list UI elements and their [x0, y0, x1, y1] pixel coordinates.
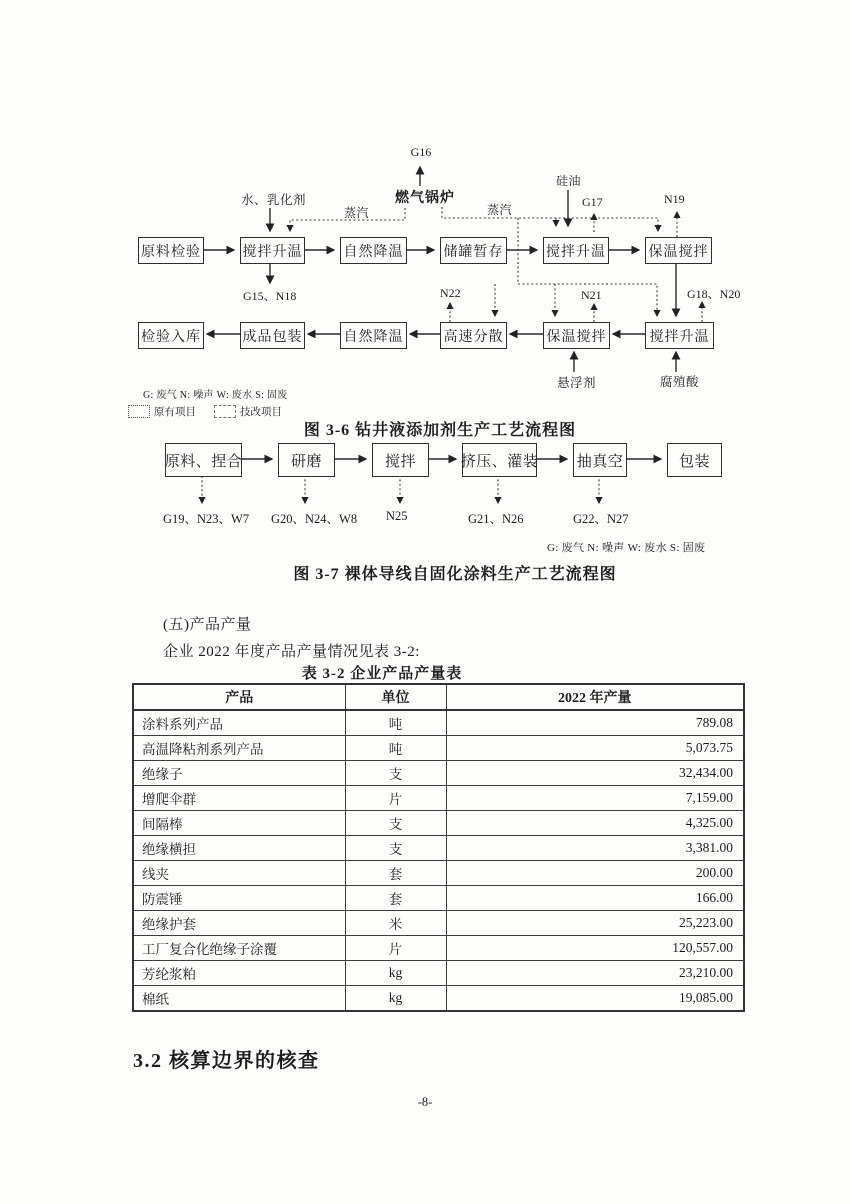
emission-label-g18-n20: G18、N20 — [687, 287, 741, 301]
product-name-cell: 间隔棒 — [133, 811, 345, 836]
input-label-suspending-agent: 悬浮剂 — [557, 376, 597, 390]
flow-box-insulated-stirring-1: 保温搅拌 — [645, 237, 712, 264]
steam-label-left: 蒸汽 — [344, 206, 370, 220]
flow-box-inspection-warehousing: 检验入库 — [138, 322, 204, 349]
emission-label-g17: G17 — [582, 195, 603, 209]
output-value-cell: 3,381.00 — [446, 836, 744, 861]
table-row — [133, 986, 744, 1012]
table-row — [133, 961, 744, 986]
product-output-table — [132, 683, 745, 1012]
figure1-emission-legend: G: 废气 N: 噪声 W: 废水 S: 固废 — [143, 390, 288, 401]
output-value-cell: 23,210.00 — [446, 961, 744, 986]
product-name-cell: 涂料系列产品 — [133, 710, 345, 736]
product-table-body — [133, 710, 744, 1011]
figure1-caption: 图 3-6 钻井液添加剂生产工艺流程图 — [303, 422, 577, 439]
unit-cell: kg — [345, 961, 446, 986]
product-name-cell: 高温降粘剂系列产品 — [133, 736, 345, 761]
flow-box-natural-cooling-2: 自然降温 — [340, 322, 407, 349]
product-name-cell: 芳纶浆粕 — [133, 961, 345, 986]
output-value-cell: 166.00 — [446, 886, 744, 911]
unit-cell: 米 — [345, 911, 446, 936]
output-value-cell: 5,073.75 — [446, 736, 744, 761]
emission-label-g20-n24-w8: G20、N24、W8 — [271, 512, 358, 526]
product-name-cell: 工厂复合化绝缘子涂覆 — [133, 936, 345, 961]
product-name-cell: 绝缘子 — [133, 761, 345, 786]
unit-cell: 支 — [345, 761, 446, 786]
output-value-cell: 7,159.00 — [446, 786, 744, 811]
output-value-cell: 200.00 — [446, 861, 744, 886]
output-value-cell: 789.08 — [446, 710, 744, 736]
product-name-cell: 线夹 — [133, 861, 345, 886]
input-label-silicone-oil: 硅油 — [556, 174, 582, 188]
unit-cell: kg — [345, 986, 446, 1012]
emission-label-g22-n27: G22、N27 — [573, 512, 629, 526]
flow-box-stirring: 搅拌 — [372, 443, 429, 477]
flow-box-product-packaging: 成品包装 — [240, 322, 305, 349]
input-label-humic-acid: 腐殖酸 — [660, 375, 700, 389]
flow-box-vacuum: 抽真空 — [573, 443, 627, 477]
unit-cell: 支 — [345, 836, 446, 861]
emission-label-n25: N25 — [386, 509, 408, 523]
unit-cell: 套 — [345, 861, 446, 886]
header-output-2022: 2022 年产量 — [446, 684, 744, 710]
product-name-cell: 增爬伞群 — [133, 786, 345, 811]
output-value-cell: 120,557.00 — [446, 936, 744, 961]
flow-box-raw-material-inspection: 原料检验 — [138, 237, 204, 264]
legend-label-existing-project: 原有项目 — [154, 407, 196, 418]
flow-box-insulated-stirring-2: 保温搅拌 — [543, 322, 610, 349]
flow-box-natural-cooling-1: 自然降温 — [340, 237, 407, 264]
unit-cell: 套 — [345, 886, 446, 911]
flow-box-raw-kneading: 原料、捏合 — [165, 443, 242, 477]
table-row — [133, 861, 744, 886]
table-row — [133, 710, 744, 736]
table-row — [133, 786, 744, 811]
figure2-caption: 图 3-7 裸体导线自固化涂料生产工艺流程图 — [293, 566, 617, 583]
table-row — [133, 836, 744, 861]
product-name-cell: 防震锤 — [133, 886, 345, 911]
emission-label-n22: N22 — [440, 286, 461, 300]
gas-boiler-label: 燃气锅炉 — [395, 191, 455, 206]
flow-box-tank-storage: 储罐暂存 — [440, 237, 507, 264]
flow-box-extrusion-filling: 挤压、灌装 — [462, 443, 537, 477]
unit-cell: 支 — [345, 811, 446, 836]
output-value-cell: 19,085.00 — [446, 986, 744, 1012]
header-product: 产品 — [133, 684, 345, 710]
output-value-cell: 4,325.00 — [446, 811, 744, 836]
unit-cell: 片 — [345, 786, 446, 811]
flow-box-stir-heat-3: 搅拌升温 — [645, 322, 714, 349]
emission-label-g21-n26: G21、N26 — [468, 512, 524, 526]
input-label-water-emulsifier: 水、乳化剂 — [241, 193, 307, 207]
flow-box-packaging: 包装 — [667, 443, 722, 477]
flow-box-stir-heat-2: 搅拌升温 — [543, 237, 609, 264]
unit-cell: 吨 — [345, 710, 446, 736]
emission-label-g15-n18: G15、N18 — [243, 289, 297, 303]
emission-label-g19-n23-w7: G19、N23、W7 — [163, 512, 250, 526]
flow-box-high-speed-dispersion: 高速分散 — [440, 322, 507, 349]
table-title: 表 3-2 企业产品产量表 — [301, 666, 463, 682]
table-row — [133, 886, 744, 911]
table-row — [133, 811, 744, 836]
emission-label-n19: N19 — [664, 192, 685, 206]
table-header-row — [133, 684, 744, 710]
product-name-cell: 绝缘横担 — [133, 836, 345, 861]
table-row — [133, 911, 744, 936]
product-name-cell: 棉纸 — [133, 986, 345, 1012]
product-name-cell: 绝缘护套 — [133, 911, 345, 936]
table-row — [133, 936, 744, 961]
unit-cell: 片 — [345, 936, 446, 961]
flow-box-stir-heat-1: 搅拌升温 — [240, 237, 305, 264]
header-unit: 单位 — [345, 684, 446, 710]
section-item-heading: (五)产品产量 — [163, 617, 252, 633]
unit-cell: 吨 — [345, 736, 446, 761]
table-row — [133, 761, 744, 786]
steam-label-right: 蒸汽 — [487, 203, 513, 217]
emission-label-g16: G16 — [410, 145, 432, 159]
table-row — [133, 736, 744, 761]
legend-label-renovation-project: 技改项目 — [240, 407, 282, 418]
output-value-cell: 25,223.00 — [446, 911, 744, 936]
page-number: -8- — [417, 1095, 433, 1109]
section-intro-text: 企业 2022 年度产品产量情况见表 3-2: — [163, 644, 420, 660]
figure2-emission-legend: G: 废气 N: 噪声 W: 废水 S: 固废 — [547, 542, 706, 554]
output-value-cell: 32,434.00 — [446, 761, 744, 786]
flow-box-grinding: 研磨 — [278, 443, 335, 477]
emission-label-n21: N21 — [581, 288, 602, 302]
section-heading-3-2: 3.2 核算边界的核查 — [133, 1050, 320, 1072]
